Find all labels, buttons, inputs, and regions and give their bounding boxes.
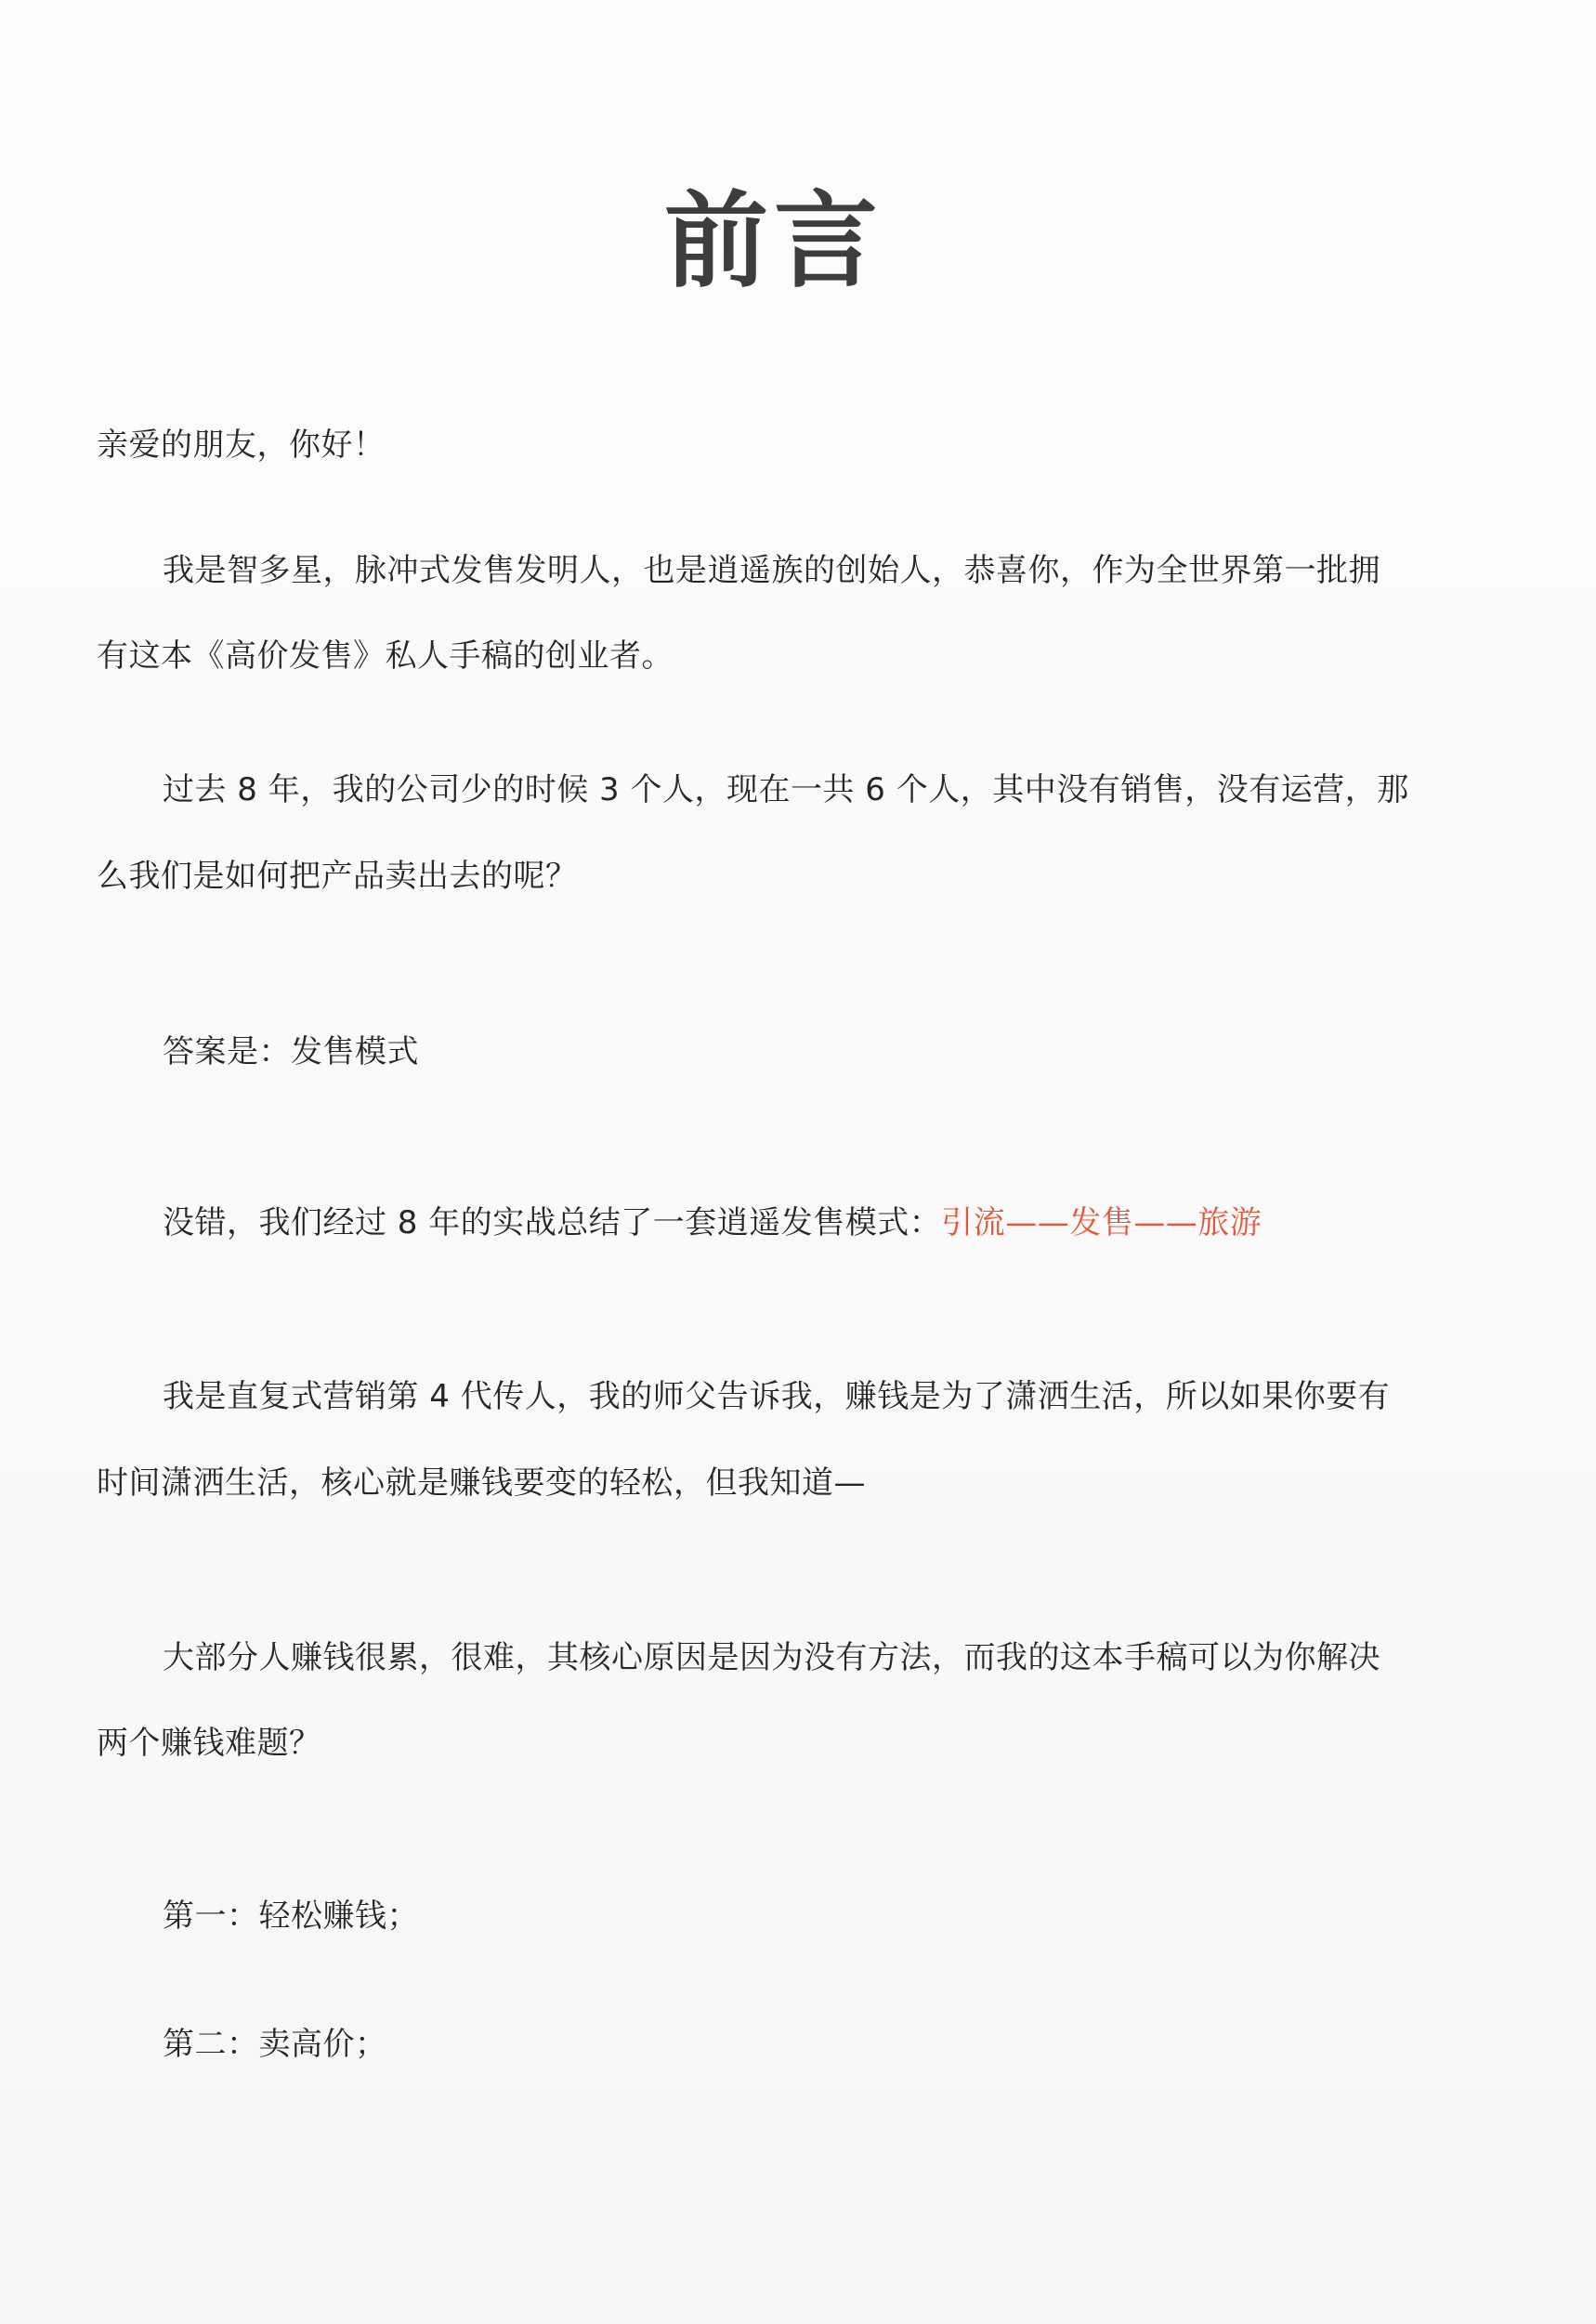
paragraph-1-line-1: 我是智多星，脉冲式发售发明人，也是逍遥族的创始人，恭喜你，作为全世界第一批拥 bbox=[163, 552, 1380, 589]
paragraph-1-line-2: 有这本《高价发售》私人手稿的创业者。 bbox=[97, 637, 674, 675]
paragraph-3: 答案是：发售模式 bbox=[163, 1033, 419, 1070]
paragraph-4-text: 没错，我们经过 8 年的实战总结了一套逍遥发售模式： bbox=[163, 1204, 942, 1241]
paragraph-6-line-2: 两个赚钱难题？ bbox=[97, 1725, 321, 1762]
paragraph-8: 第二：卖高价； bbox=[163, 2026, 387, 2063]
paragraph-4 bbox=[163, 1202, 1262, 1243]
paragraph-7: 第一：轻松赚钱； bbox=[163, 1897, 419, 1935]
paragraph-6-line-1: 大部分人赚钱很累，很难，其核心原因是因为没有方法，而我的这本手稿可以为你解决 bbox=[163, 1639, 1380, 1676]
paragraph-2-line-1: 过去 8 年，我的公司少的时候 3 个人，现在一共 6 个人，其中没有销售，没有运营，那 bbox=[163, 771, 1409, 808]
page-title: 前言 bbox=[664, 181, 883, 302]
greeting: 亲爱的朋友，你好！ bbox=[97, 427, 386, 464]
paragraph-4-highlight: 引流——发售——旅游 bbox=[941, 1204, 1262, 1241]
paragraph-5-line-2: 时间潇洒生活，核心就是赚钱要变的轻松，但我知道— bbox=[97, 1464, 866, 1502]
paragraph-2-line-2: 么我们是如何把产品卖出去的呢？ bbox=[97, 858, 578, 895]
paragraph-5-line-1: 我是直复式营销第 4 代传人，我的师父告诉我，赚钱是为了潇洒生活，所以如果你要有 bbox=[163, 1378, 1391, 1415]
